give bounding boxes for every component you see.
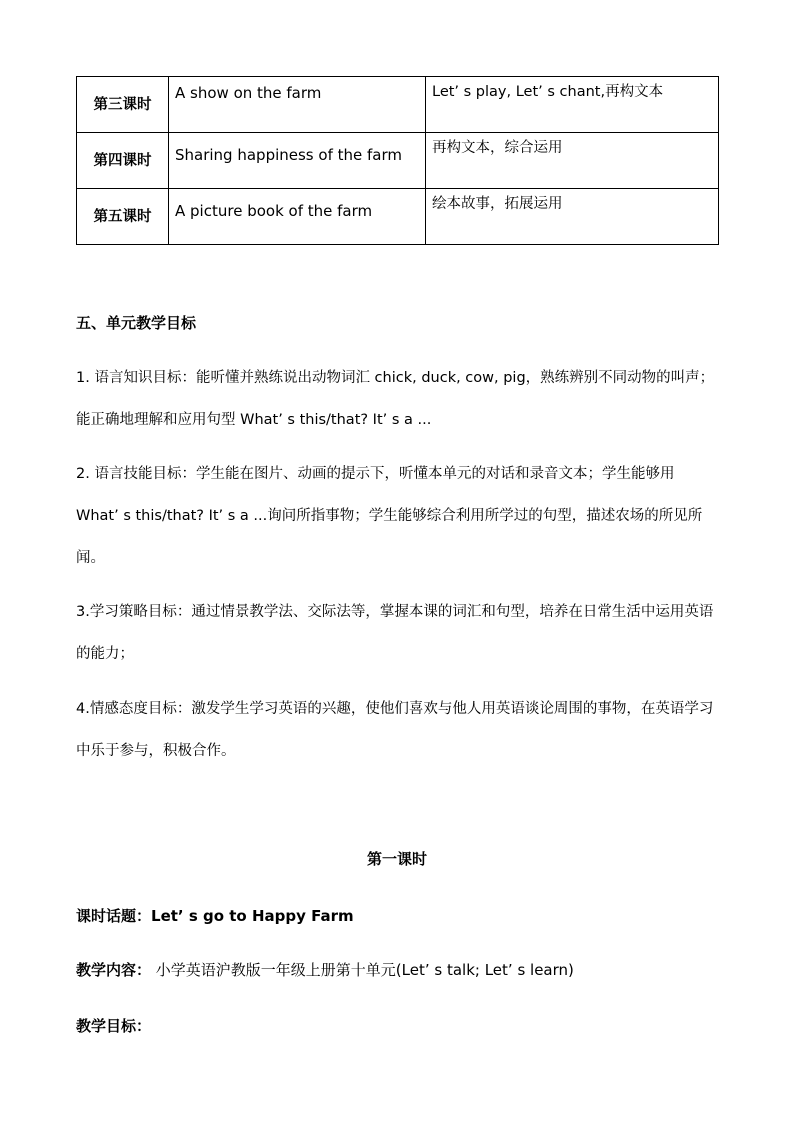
topic-value: Let’ s go to Happy Farm: [151, 907, 354, 925]
lesson-cell: 第三课时: [77, 77, 169, 133]
content-cell: 绘本故事，拓展运用: [426, 189, 719, 245]
topic-cell: A show on the farm: [169, 77, 426, 133]
content-cell: Let’ s play, Let’ s chant,再构文本: [426, 77, 719, 133]
goal-paragraph: 1. 语言知识目标：能听懂并熟练说出动物词汇 chick, duck, cow, pig，熟练辨别不同动物的叫声；能正确地理解和应用句型 What’ s this/that? It’ s a ...: [76, 370, 715, 428]
content-value: 小学英语沪教版一年级上册第十单元(Let’ s talk; Let’ s learn): [151, 961, 574, 979]
table-row: [77, 77, 719, 133]
topic-cell: Sharing happiness of the farm: [169, 133, 426, 189]
goal-paragraph: 2. 语言技能目标：学生能在图片、动画的提示下，听懂本单元的对话和录音文本；学生能够用 What’ s this/that? It’ s a ...询问所指事物；学生能够综合利用所学过的句型，描述农场的所见所闻。: [76, 466, 703, 566]
lesson-schedule-table: [76, 76, 719, 245]
topic-label: 课时话题：: [76, 907, 152, 925]
goal-paragraph: 3.学习策略目标：通过情景教学法、交际法等，掌握本课的词汇和句型，培养在日常生活中运用英语的能力；: [76, 604, 714, 662]
table-row: [77, 133, 719, 189]
lesson-cell: 第四课时: [77, 133, 169, 189]
goal-paragraph: 4.情感态度目标：激发学生学习英语的兴趣，使他们喜欢与他人用英语谈论周围的事物，在英语学习中乐于参与，积极合作。: [76, 701, 714, 759]
table-row: [77, 189, 719, 245]
lesson-cell: 第五课时: [77, 189, 169, 245]
lesson-content-line: [76, 959, 574, 980]
content-label: 教学内容：: [76, 961, 152, 979]
lesson-goal-label: 教学目标：: [76, 1017, 152, 1035]
lesson-title: 第一课时: [366, 850, 427, 868]
content-cell: 再构文本，综合运用: [426, 133, 719, 189]
topic-cell: A picture book of the farm: [169, 189, 426, 245]
lesson-topic-line: [76, 905, 354, 926]
section-heading: 五、单元教学目标: [76, 314, 197, 332]
